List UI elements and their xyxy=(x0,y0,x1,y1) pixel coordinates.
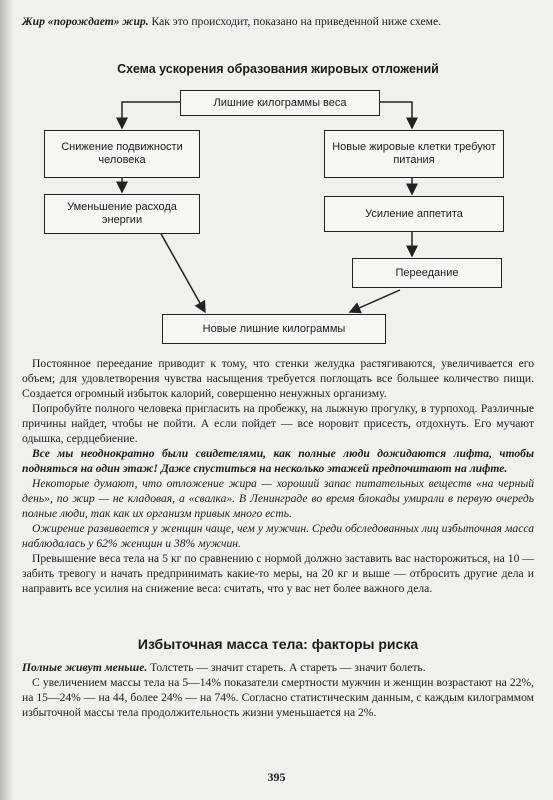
scheme-arrows xyxy=(0,0,553,360)
risk-text xyxy=(22,660,534,720)
arrow-overeating-to-new xyxy=(350,290,400,312)
box-reduced-energy: Уменьшение расхода энергии xyxy=(44,194,200,234)
arrow-energy-to-new xyxy=(160,232,205,312)
paragraph-fat-reserve: Некоторые думают, что отложение жира — хороший запас питательных веществ «на черный день», по жир — не кладовая, а «свалка». В Ленинграде во время блокады умирали в первую очередь полные люди, так как их организм привык много есть. xyxy=(22,477,534,520)
intro-lead: Жир «порождает» жир. xyxy=(22,15,149,28)
box-overeating: Переедание xyxy=(352,258,502,288)
box-new-kg: Новые лишние килограммы xyxy=(162,314,386,344)
paragraph-elevator: Все мы неоднократно были свидетелями, как полные люди дожидаются лифта, чтобы подняться на один этаж! Даже спуститься на несколько этажей предпочитают на лифте. xyxy=(22,447,534,475)
box-fat-cells: Новые жировые клетки требуют питания xyxy=(324,130,504,178)
section-risk-title: Избыточная масса тела: факторы риска xyxy=(137,636,419,652)
risk-lead-text: Толстеть — значит стареть. А стареть — значит болеть. xyxy=(147,661,426,674)
paragraph-obesity-stats: Ожирение развивается у женщин чаще, чем у мужчин. Среди обследованных лиц избыточная масса наблюдалась у 62% женщин и 38% мужчин. xyxy=(22,522,534,550)
paragraph-mortality: С увеличением массы тела на 5—14% показатели смертности мужчин и женщин возрастают на 22%, на 15—24% — на 44, более 24% — на 74%. Согласно статистическим данным, с каждым килограммом избыточной массы тела продолжительность жизни уменьшается на 2%. xyxy=(22,676,534,719)
intro-text: Как это происходит, показано на приведенной ниже схеме. xyxy=(148,15,442,28)
scheme-title: Схема ускорения образования жировых отложений xyxy=(117,62,439,76)
arrow-excess-to-mobility xyxy=(122,102,180,128)
risk-lead: Полные живут меньше. xyxy=(22,661,148,674)
box-appetite: Усиление аппетита xyxy=(324,196,504,232)
arrow-excess-to-cells xyxy=(380,102,412,128)
paragraph-weight-excess: Превышение веса тела на 5 кг по сравнению с нормой должно заставить вас насторожиться, на 10 — забить тревогу и начать предпринимать какие-то меры, на 20 кг и выше — отбросить другие дела и направить все усилия на снижение веса: считать, что у вас нет более важного дела. xyxy=(22,552,534,595)
box-reduced-mobility: Снижение подвижности человека xyxy=(44,130,200,178)
page-number: 395 xyxy=(267,770,286,784)
box-excess-kg: Лишние килограммы веса xyxy=(180,90,380,116)
body-text xyxy=(22,356,534,596)
paragraph-jogging: Попробуйте полного человека пригласить на пробежку, на лыжную прогулку, в турпоход. Различные причины найдет, чтобы не пойти. А если пойдет — все норовит присесть, отдохнуть. Его мучают одышка, сердцебиение. xyxy=(22,402,534,445)
paragraph-overeating: Постоянное переедание приводит к тому, что стенки желудка растягиваются, увеличивается его объем; для удовлетворения чувства насыщения требуется поглощать все большее количество пищи. Создается огромный избыток калорий, совершенно ненужных организму. xyxy=(22,357,534,400)
